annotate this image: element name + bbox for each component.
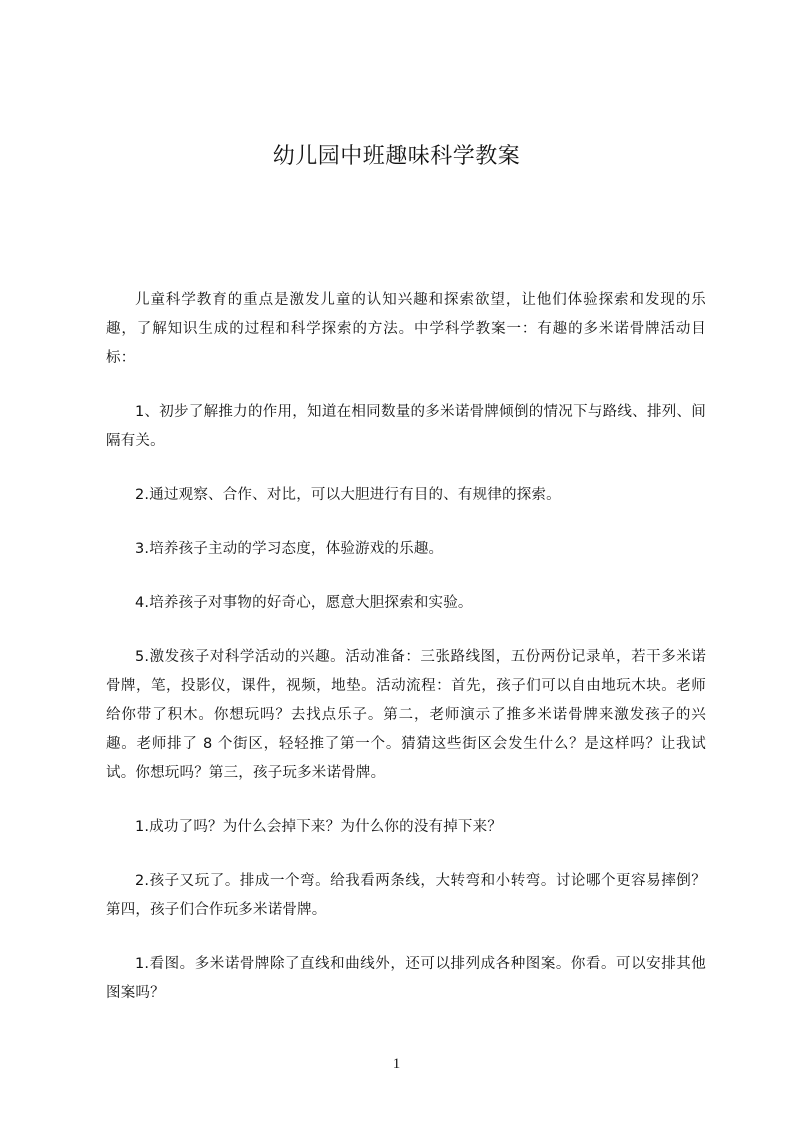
paragraph-question-2: 2.孩子又玩了。排成一个弯。给我看两条线，大转弯和小转弯。讨论哪个更容易摔倒？第四，孩子们合作玩多米诺骨牌。 bbox=[106, 873, 706, 918]
paragraph-intro: 儿童科学教育的重点是激发儿童的认知兴趣和探索欲望，让他们体验探索和发现的乐趣，了解知识生成的过程和科学探索的方法。中学科学教案一：有趣的多米诺骨牌活动目标： bbox=[106, 292, 706, 366]
paragraph-gap bbox=[106, 925, 706, 950]
paragraph-goal-2: 2.通过观察、合作、对比，可以大胆进行有目的、有规律的探索。 bbox=[135, 487, 561, 503]
paragraph-goal-3: 3.培养孩子主动的学习态度，体验游戏的乐趣。 bbox=[135, 541, 444, 557]
paragraph-look-picture: 1.看图。多米诺骨牌除了直线和曲线外，还可以排列成各种图案。你看。可以安排其他图案吗？ bbox=[106, 956, 706, 1001]
paragraph-gap bbox=[106, 564, 706, 589]
paragraph-gap bbox=[106, 788, 706, 813]
paragraph-gap bbox=[106, 510, 706, 535]
paragraph-gap bbox=[106, 373, 706, 398]
paragraph-goal-5: 5.激发孩子对科学活动的兴趣。活动准备：三张路线图，五份两份记录单，若干多米诺骨牌，笔，投影仪，课件，视频，地垫。活动流程：首先，孩子们可以自由地玩木块。老师给你带了积木。你想玩吗？去找点乐子。第二，老师演示了推多米诺骨牌来激发孩子的兴趣。老师排了 8 个街区，轻轻推了第一个。猜猜这些街区会发生什么？是这样吗？让我试试。你想玩吗？第三，孩子玩多米诺骨牌。 bbox=[106, 649, 706, 781]
paragraph-gap bbox=[106, 618, 706, 643]
document-body bbox=[106, 286, 706, 1008]
page-number: 1 bbox=[392, 1056, 401, 1072]
paragraph-gap bbox=[106, 842, 706, 867]
paragraph-goal-1: 1、初步了解推力的作用，知道在相同数量的多米诺骨牌倾倒的情况下与路线、排列、间隔有关。 bbox=[106, 404, 706, 449]
paragraph-goal-4: 4.培养孩子对事物的好奇心，愿意大胆探索和实验。 bbox=[135, 595, 473, 611]
paragraph-question-1: 1.成功了吗？为什么会掉下来？为什么你的没有掉下来？ bbox=[135, 819, 503, 835]
paragraph-gap bbox=[106, 456, 706, 481]
document-title: 幼儿园中班趣味科学教案 bbox=[272, 144, 521, 169]
